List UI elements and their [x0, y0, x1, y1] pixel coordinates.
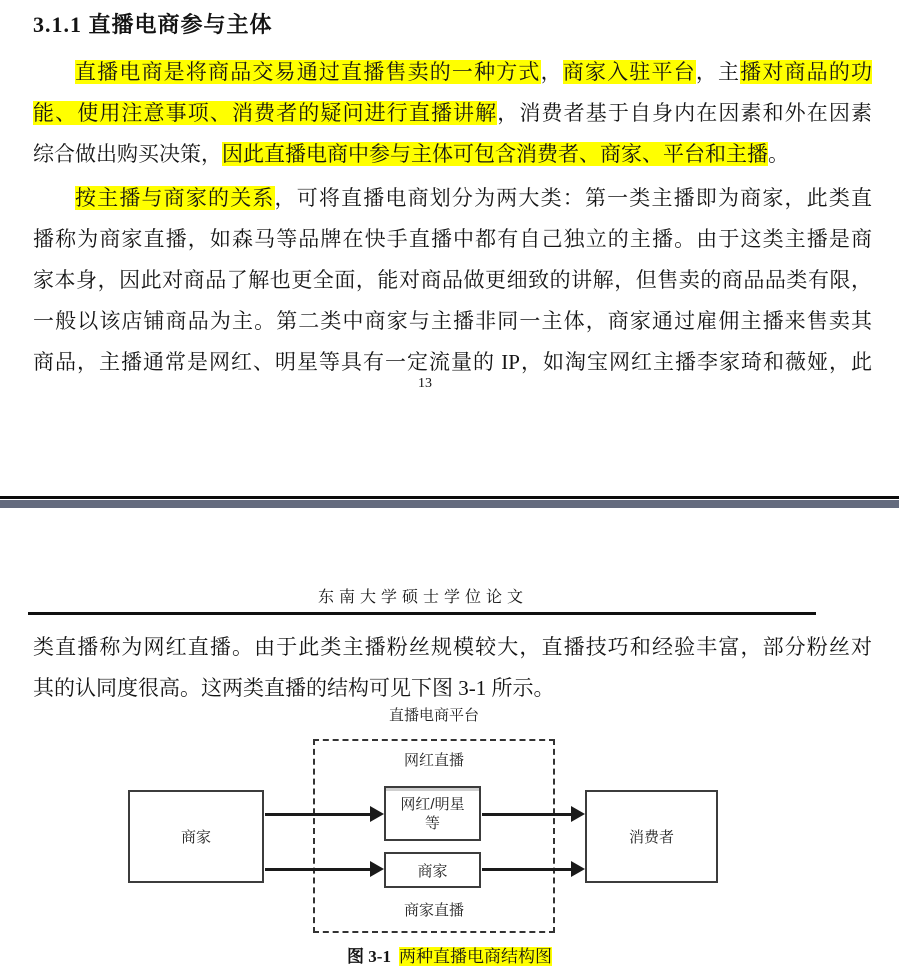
section-heading: 3.1.1 直播电商参与主体 — [33, 12, 273, 37]
figure-platform-label: 直播电商平台 — [388, 707, 479, 724]
highlighted-text: 能、使用注意事项、消费者的疑问进行直播讲解 — [33, 101, 498, 125]
arrow-merchant-to-influencer-icon — [265, 806, 384, 822]
figure-influencer-box-line1: 网红/明星 — [400, 795, 465, 813]
paragraph-3 — [33, 627, 872, 709]
body-text: 一般以该店铺商品为主。第二类中商家与主播非同一主体，商家通过雇佣主播来售卖其 — [33, 309, 872, 333]
text-line — [33, 301, 872, 342]
arrow-head-icon — [571, 861, 585, 877]
figure-consumer-box — [585, 790, 718, 883]
figure-merchant-box — [128, 790, 264, 883]
body-text: 。 — [768, 142, 789, 166]
arrow-shaft — [265, 868, 374, 871]
figure-caption — [0, 944, 899, 970]
paragraph-1 — [33, 52, 872, 175]
page-break-bar — [0, 500, 899, 508]
figure-merchant-box-label: 商家 — [180, 829, 211, 846]
figure-influencer-box — [384, 786, 481, 841]
highlighted-text: 播对商品的功 — [740, 60, 873, 84]
page-number: 13 — [418, 376, 432, 391]
body-text: ，消费者基于自身内在因素和外在因素 — [497, 101, 873, 125]
text-line — [33, 627, 872, 668]
figure-consumer-box-label: 消费者 — [628, 829, 674, 846]
figure-merchant-flow-label: 商家直播 — [403, 902, 464, 919]
body-text: ，可将直播电商划分为两大类：第一类主播即为商家，此类直 — [274, 186, 873, 210]
body-text: 家本身，因此对商品了解也更全面，能对商品做更细致的讲解，但售卖的商品品类有限， — [33, 268, 872, 292]
body-text: 其的认同度很高。这两类直播的结构可见下图 3-1 所示。 — [33, 676, 555, 700]
arrow-shaft — [265, 813, 374, 816]
figure-inner-merchant-box — [384, 852, 481, 888]
text-line — [33, 219, 872, 260]
arrow-inner-merchant-to-consumer-icon — [482, 861, 585, 877]
figure-caption-number: 图 3-1 — [347, 947, 391, 966]
body-text: ，主 — [695, 60, 741, 84]
arrow-shaft — [482, 868, 575, 871]
figure-inner-merchant-box-label: 商家 — [417, 862, 448, 880]
body-text: 类直播称为网红直播。由于此类主播粉丝规模较大，直播技巧和经验丰富，部分粉丝对 — [33, 635, 872, 659]
text-line — [33, 668, 872, 709]
body-text: ， — [540, 60, 563, 84]
text-line — [33, 134, 872, 175]
body-text: 商品，主播通常是网红、明星等具有一定流量的 IP，如淘宝网红主播李家琦和薇娅，此 — [33, 350, 872, 374]
figure-caption-title: 两种直播电商结构图 — [398, 947, 552, 966]
highlighted-text: 因此直播电商中参与主体可包含消费者、商家、平台和主播 — [222, 142, 768, 166]
arrow-head-icon — [571, 806, 585, 822]
arrow-influencer-to-consumer-icon — [482, 806, 585, 822]
running-header: 东南大学硕士学位论文 — [317, 589, 528, 606]
text-line — [33, 93, 872, 134]
highlighted-text: 商家入驻平台 — [562, 60, 696, 84]
body-text: 综合做出购买决策， — [33, 142, 222, 166]
text-line — [33, 260, 872, 301]
figure-influencer-flow-label: 网红直播 — [403, 752, 464, 769]
highlighted-text: 按主播与商家的关系 — [75, 186, 275, 210]
paragraph-2 — [33, 178, 872, 383]
page-break-top-line — [0, 496, 899, 499]
body-text: 播称为商家直播，如森马等品牌在快手直播中都有自己独立的主播。由于这类主播是商 — [33, 227, 872, 251]
figure-influencer-box-line2: 等 — [424, 814, 440, 832]
arrow-shaft — [482, 813, 575, 816]
arrow-merchant-to-inner-merchant-icon — [265, 861, 384, 877]
highlighted-text: 直播电商是将商品交易通过直播售卖的一种方式 — [75, 60, 541, 84]
text-line — [33, 52, 872, 93]
running-header-rule — [28, 612, 816, 615]
text-line — [33, 178, 872, 219]
arrow-head-icon — [370, 806, 384, 822]
arrow-head-icon — [370, 861, 384, 877]
